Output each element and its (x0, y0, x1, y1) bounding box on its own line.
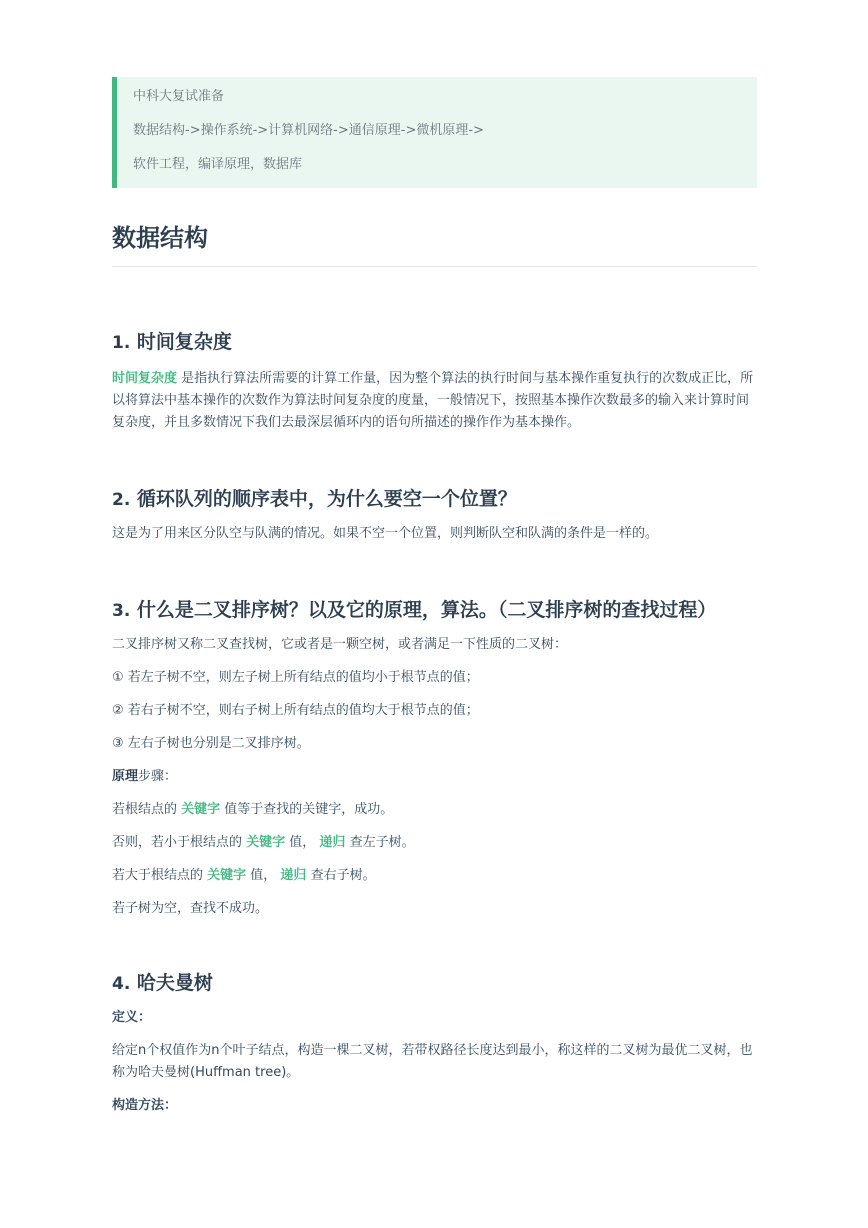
quote-line: 数据结构->操作系统->计算机网络->通信原理->微机原理-> (133, 123, 484, 138)
section-heading (112, 597, 757, 624)
intro-blockquote (112, 77, 757, 188)
highlight-term: 时间复杂度 (112, 371, 178, 386)
paragraph: 给定n个权值作为n个叶子结点，构造一棵二叉树，若带权路径长度达到最小，称这样的二叉树为最优二叉树，也称为哈夫曼树(Huffman tree)。 (112, 1043, 753, 1080)
paragraph: 二叉排序树又称二叉查找树，它或者是一颗空树，或者满足一下性质的二叉树： (112, 637, 568, 652)
step-line: 若子树为空，查找不成功。 (112, 901, 269, 916)
section-heading (112, 486, 757, 513)
section-title: 什么是二叉排序树？以及它的原理，算法。（二叉排序树的查找过程） (136, 599, 717, 621)
highlight-term: 关键字 (181, 802, 221, 817)
bold-label: 定义： (112, 1010, 152, 1025)
highlight-term: 关键字 (246, 835, 286, 850)
bold-label: 构造方法： (112, 1098, 178, 1113)
section-number: 3. (112, 601, 131, 621)
paragraph-text: 是指执行算法所需要的计算工作量，因为整个算法的执行时间与基本操作重复执行的次数成正比，所以将算法中基本操作的次数作为算法时间复杂度的度量，一般情况下，按照基本操作次数最多的输入来计算时间复杂度，并且多数情况下我们去最深层循环内的语句所描述的操作作为基本操作。 (112, 371, 754, 430)
highlight-term: 递归 (280, 868, 307, 883)
section-heading (112, 970, 757, 997)
paragraph: 这是为了用来区分队空与队满的情况。如果不空一个位置，则判断队空和队满的条件是一样的。 (112, 526, 659, 541)
step-text: 若大于根结点的 (112, 868, 208, 883)
step-text: 否则，若小于根结点的 (112, 835, 247, 850)
section-number: 2. (112, 490, 131, 510)
step-text: 值， (246, 868, 281, 883)
highlight-term: 递归 (319, 835, 346, 850)
section-title: 循环队列的顺序表中，为什么要空一个位置？ (136, 488, 517, 510)
section-heading (112, 329, 757, 356)
quote-line: 中科大复试准备 (133, 89, 225, 104)
step-line (112, 832, 757, 854)
highlight-term: 关键字 (207, 868, 247, 883)
bold-label: 原理 (112, 769, 139, 784)
section-number: 4. (112, 974, 131, 994)
step-text: 查右子树。 (306, 868, 376, 883)
paragraph (112, 766, 757, 788)
step-text: 值等于查找的关键字，成功。 (220, 802, 394, 817)
section-title: 时间复杂度 (136, 331, 232, 353)
step-text: 查左子树。 (345, 835, 415, 850)
paragraph (112, 368, 757, 434)
list-item: ③ 左右子树也分别是二叉排序树。 (112, 736, 310, 751)
section-number: 1. (112, 333, 131, 353)
quote-line: 软件工程，编译原理，数据库 (133, 157, 303, 172)
list-item: ② 若右子树不空，则右子树上所有结点的值均大于根节点的值； (112, 703, 479, 718)
step-line (112, 799, 757, 821)
step-text: 若根结点的 (112, 802, 182, 817)
section-title: 哈夫曼树 (136, 972, 213, 994)
page-title: 数据结构 (112, 222, 757, 267)
step-line (112, 865, 757, 887)
paragraph-text: 步骤： (138, 769, 178, 784)
step-text: 值， (285, 835, 320, 850)
document-page (112, 77, 757, 1117)
list-item: ① 若左子树不空，则左子树上所有结点的值均小于根节点的值； (112, 670, 479, 685)
